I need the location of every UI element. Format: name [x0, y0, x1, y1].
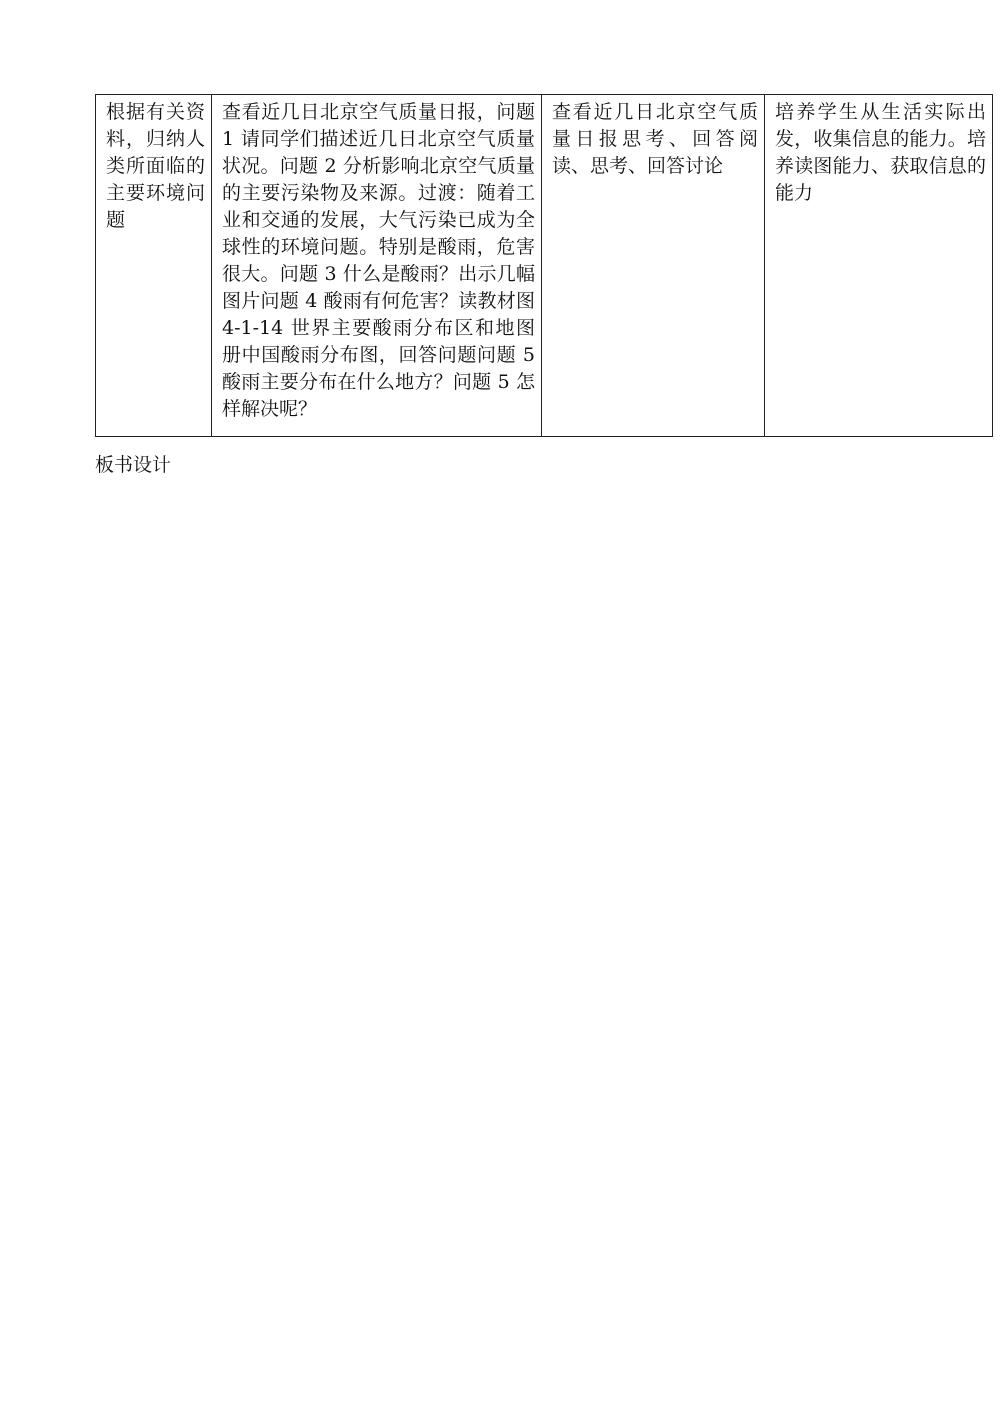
student-activity-cell: 查看近几日北京空气质量日报思考、回答阅读、思考、回答讨论: [542, 95, 765, 437]
teacher-activity-cell: 查看近几日北京空气质量日报，问题 1 请同学们描述近几日北京空气质量状况。问题 2 分析影响北京空气质量的主要污染物及来源。过渡：随着工业和交通的发展，大气污染已成为全球性的环境问题。特别是酸雨，危害很大。问题 3 什么是酸雨？出示几幅图片问题 4 酸雨有何危害？读教材图 4-1-14 世界主要酸雨分布区和地图册中国酸雨分布图，回答问题问题 5 酸雨主要分布在什么地方？问题 5 怎样解决呢？: [212, 95, 542, 437]
table-row: [96, 95, 993, 437]
section-heading: 板书设计: [95, 454, 172, 476]
topic-cell: 根据有关资料，归纳人类所面临的主要环境问题: [96, 95, 212, 437]
design-intent-cell: 培养学生从生活实际出发，收集信息的能力。培养读图能力、获取信息的能力: [765, 95, 993, 437]
lesson-plan-table: [95, 94, 993, 437]
